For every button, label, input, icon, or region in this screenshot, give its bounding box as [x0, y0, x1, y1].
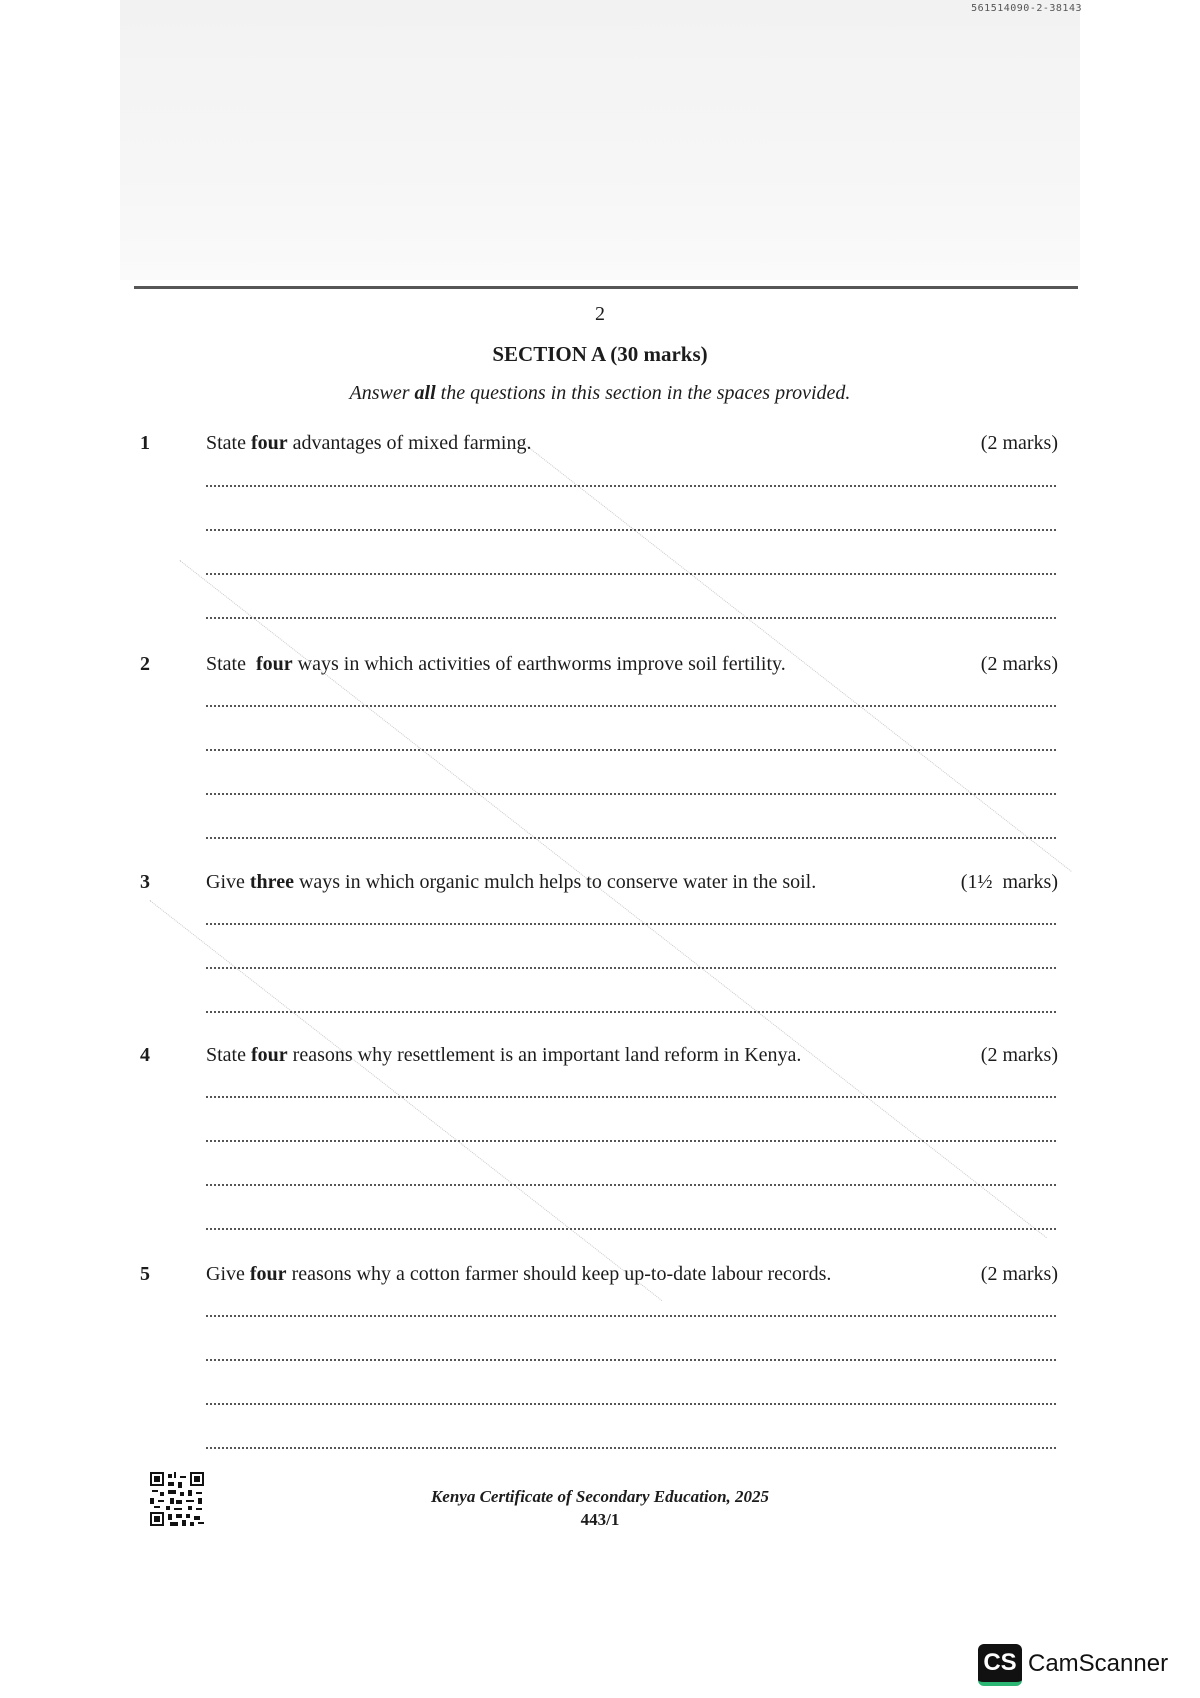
- answer-line[interactable]: [206, 837, 1056, 839]
- answer-line[interactable]: [206, 529, 1056, 531]
- question-number: 3: [140, 871, 150, 893]
- question-marks: (2 marks): [980, 653, 1058, 675]
- answer-line[interactable]: [206, 1184, 1056, 1186]
- question-text-part: ways in which activities of earthworms improve soil fertility.: [292, 653, 786, 675]
- answer-line[interactable]: [206, 749, 1056, 751]
- question-text-part: reasons why resettlement is an important land reform in Kenya.: [287, 1044, 802, 1066]
- answer-line[interactable]: [206, 705, 1056, 707]
- answer-line[interactable]: [206, 617, 1056, 619]
- section-instruction: [0, 382, 1200, 405]
- question-text-emphasis: four: [251, 1044, 288, 1066]
- question-text-part: advantages of mixed farming.: [287, 432, 532, 454]
- answer-line[interactable]: [206, 485, 1056, 487]
- question-text-part: reasons why a cotton farmer should keep up-to-date labour records.: [286, 1263, 832, 1285]
- question-text-emphasis: four: [256, 653, 293, 675]
- question-text-emphasis: four: [249, 1263, 287, 1285]
- document-code: 561514090-2-38143: [971, 3, 1082, 14]
- answer-line[interactable]: [206, 1228, 1056, 1230]
- footer-title: Kenya Certificate of Secondary Education, 2025: [430, 1487, 770, 1506]
- answer-line[interactable]: [206, 967, 1056, 969]
- question-text-emphasis: four: [251, 432, 288, 454]
- question-text: [206, 432, 531, 455]
- question-text-part: State: [206, 1044, 251, 1066]
- section-title: SECTION A (30 marks): [492, 342, 708, 366]
- question-marks: (2 marks): [980, 1044, 1058, 1066]
- answer-line[interactable]: [206, 1447, 1056, 1449]
- question-number: 5: [140, 1263, 150, 1285]
- answer-line[interactable]: [206, 573, 1056, 575]
- question-number: 1: [140, 432, 150, 454]
- question-number: 4: [140, 1044, 150, 1066]
- camscanner-logo-icon: CS: [978, 1644, 1022, 1686]
- instruction-text: Answer: [349, 382, 415, 404]
- scan-header-shadow: [120, 0, 1080, 280]
- question-text-part: State: [206, 653, 256, 675]
- camscanner-label: CamScanner: [1028, 1650, 1169, 1677]
- question-marks: (1½ marks): [960, 871, 1058, 893]
- question-text-emphasis: three: [249, 871, 294, 893]
- paper-code: 443/1: [580, 1510, 620, 1529]
- question-text-part: Give: [206, 871, 250, 893]
- instruction-emphasis: all: [414, 382, 436, 404]
- question-text-part: State: [206, 432, 251, 454]
- instruction-text: the questions in this section in the spaces provided.: [435, 382, 851, 404]
- question-text: [206, 653, 786, 676]
- question-marks: (2 marks): [980, 1263, 1058, 1285]
- top-rule: [134, 286, 1078, 289]
- question-text: [206, 1263, 831, 1286]
- watermark-line: [148, 900, 662, 1303]
- answer-line[interactable]: [206, 1359, 1056, 1361]
- answer-line[interactable]: [206, 1011, 1056, 1013]
- question-number: 2: [140, 653, 150, 675]
- answer-line[interactable]: [206, 1403, 1056, 1405]
- answer-line[interactable]: [206, 1315, 1056, 1317]
- answer-line[interactable]: [206, 1096, 1056, 1098]
- question-marks: (2 marks): [980, 432, 1058, 454]
- answer-line[interactable]: [206, 923, 1056, 925]
- question-text: [206, 1044, 801, 1067]
- page-number: 2: [595, 303, 605, 325]
- question-text: [206, 871, 816, 894]
- question-text-part: ways in which organic mulch helps to conserve water in the soil.: [293, 871, 817, 893]
- question-text-part: Give: [206, 1263, 250, 1285]
- answer-line[interactable]: [206, 793, 1056, 795]
- answer-line[interactable]: [206, 1140, 1056, 1142]
